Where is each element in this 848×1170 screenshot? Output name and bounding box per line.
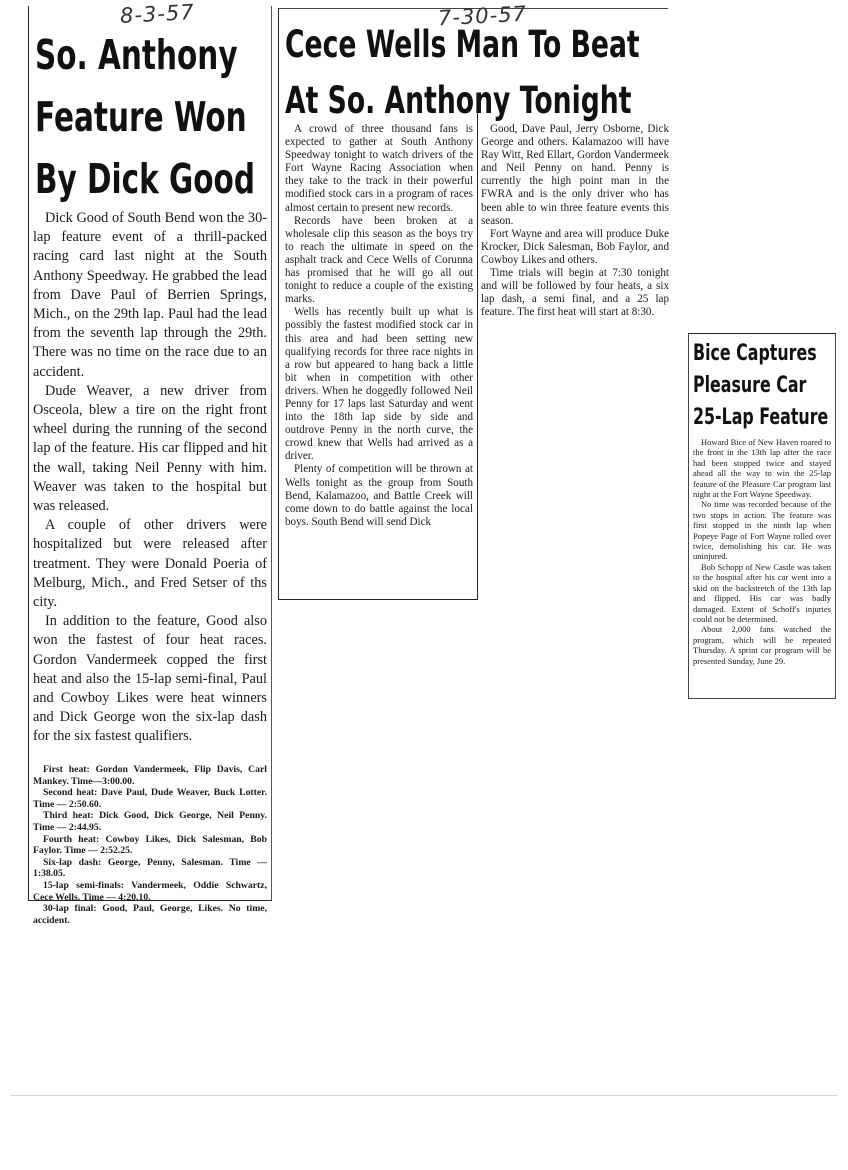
paragraph: A crowd of three thousand fans is expected to gather at South Anthony Speedway tonight to watch drivers of the Fort Wayne Racing Association when they take to the track in their powerful modified stock cars in a program of races almost certain to present new records. <box>285 123 473 214</box>
article-bice-body <box>693 437 831 666</box>
result-line: 15-lap semi-finals: Vandermeek, Oddie Schwartz, Cece Wells. Time — 4:20.10. <box>33 879 267 903</box>
headline-line: Bice Captures <box>693 341 817 366</box>
race-results-list <box>33 764 267 926</box>
headline-line: At So. Anthony Tonight <box>285 79 632 122</box>
paragraph: Plenty of competition will be thrown at Wells tonight as the group from South Bend, Kalamazoo, and Battle Creek will come down to do battle against the local boys. South Bend will send Dick <box>285 463 473 528</box>
article-good-clipping <box>28 6 272 926</box>
headline-line: Pleasure Car <box>693 373 807 398</box>
headline-line: Cece Wells Man To Beat <box>285 23 640 66</box>
paragraph: No time was recorded because of the two stops in action. The feature was first stopped in the ninth lap when Popeye Page of Fort Wayne rolled over twice, demolishing his car. He was uninjured. <box>693 499 831 562</box>
paragraph: Dude Weaver, a new driver from Osceola, blew a tire on the right front wheel during the running of the second lap of the feature. His car flipped and hit the wall, taking Neil Penny with him. Weaver was taken to the hospital but was released. <box>33 382 267 515</box>
headline-line: Feature Won <box>35 93 247 141</box>
paragraph: Good, Dave Paul, Jerry Osborne, Dick George and others. Kalamazoo will have Ray Witt, Red Ellart, Gordon Vandermeek and Neil Penny on hand. Penny is currently the high point man in the FWRA and is the only driver who has been able to win three feature events this season. <box>481 123 670 227</box>
result-line: Second heat: Dave Paul, Dude Weaver, Buck Lotter. Time — 2:50.60. <box>33 787 267 810</box>
paragraph: About 2,000 fans watched the program, which will be repeated Thursday. A sprint car program will be presented Sunday, June 29. <box>693 624 831 666</box>
paragraph: Fort Wayne and area will produce Duke Krocker, Dick Salesman, Bob Faylor, and Cowboy Likes and others. <box>481 227 669 266</box>
article-bice-clipping <box>688 333 836 699</box>
result-line: Six-lap dash: George, Penny, Salesman. Time — 1:38.05. <box>33 856 267 880</box>
paragraph: Records have been broken at a wholesale clip this season as the boys try to reach the ultimate in speed on the asphalt track and Cece Wells of Corunna has promised that he will go all out tonight to reduce a couple of the existing marks. <box>285 214 473 306</box>
headline-line: 25-Lap Feature <box>693 405 829 430</box>
paragraph: Wells has recently built up what is possibly the fastest modified stock car in this area and had been setting new qualifying records for three race nights in a row but appeared to hang back a little bit when in competition with other drivers. When he doggedly followed Neil Penny for 17 laps last Saturday and went into the 18th lap side by side and outdrove Penny in the north curve, the crowd knew that Wells had arrived as a driver. <box>285 306 473 463</box>
result-line: 30-lap final: Good, Paul, George, Likes. No time, accident. <box>33 903 267 926</box>
headline-line: So. Anthony <box>35 31 238 79</box>
handwritten-date: 7-30-57 <box>437 1 528 31</box>
result-line: First heat: Gordon Vandermeek, Flip Davis, Carl Mankey. Time—3:00.00. <box>33 764 267 787</box>
result-line: Fourth heat: Cowboy Likes, Dick Salesman, Bob Faylor. Time — 2:52.25. <box>33 833 267 857</box>
article-good-headline <box>35 24 255 210</box>
scan-edge-line <box>10 1095 838 1096</box>
handwritten-date: 8-3-57 <box>119 0 196 28</box>
article-good-body <box>33 209 267 747</box>
paragraph: Bob Schopp of New Castle was taken to the hospital after his car went into a skid on the backstretch of the 13th lap and flipped. His car was badly damaged. Extent of Schoff's injuries could not be determined. <box>693 561 831 624</box>
paragraph: In addition to the feature, Good also won the fastest of four heat races. Gordon Vandermeek copped the first heat and also the 15-lap semi-final, Paul and Cowboy Likes were heat winners and Dick George won the six-lap dash for the six fastest qualifiers. <box>33 613 267 745</box>
result-line: Third heat: Dick Good, Dick George, Neil Penny. Time — 2:44.95. <box>33 810 267 833</box>
paragraph: Dick Good of South Bend won the 30-lap feature event of a thrill-packed racing card last night at the South Anthony Speedway. He grabbed the lead from Dave Paul of Berrien Springs, Mich., on the 29th lap. Paul had the lead from the seventh lap through the 29th. There was no time on the race due to an accident. <box>33 210 267 380</box>
article-wells-column-2 <box>481 123 669 319</box>
paragraph: Time trials will begin at 7:30 tonight and will be followed by four heats, a six lap dash, a semi final, and a 25 lap feature. The first heat will start at 8:30. <box>481 267 669 319</box>
article-wells-column-border <box>278 110 478 600</box>
paragraph: Howard Bice of New Haven roared to the front in the 13th lap after the race had been stopped twice and stayed ahead all the way to win the 25-lap feature of the Pleasure Car program last night at the Fort Wayne Speedway. <box>693 437 831 500</box>
paragraph: A couple of other drivers were hospitalized but were released after treatment. They were Donald Poeria of Melburg, Mich., and Fred Setser of ths city. <box>33 517 267 611</box>
article-bice-headline <box>693 338 828 434</box>
headline-line: By Dick Good <box>35 155 255 203</box>
